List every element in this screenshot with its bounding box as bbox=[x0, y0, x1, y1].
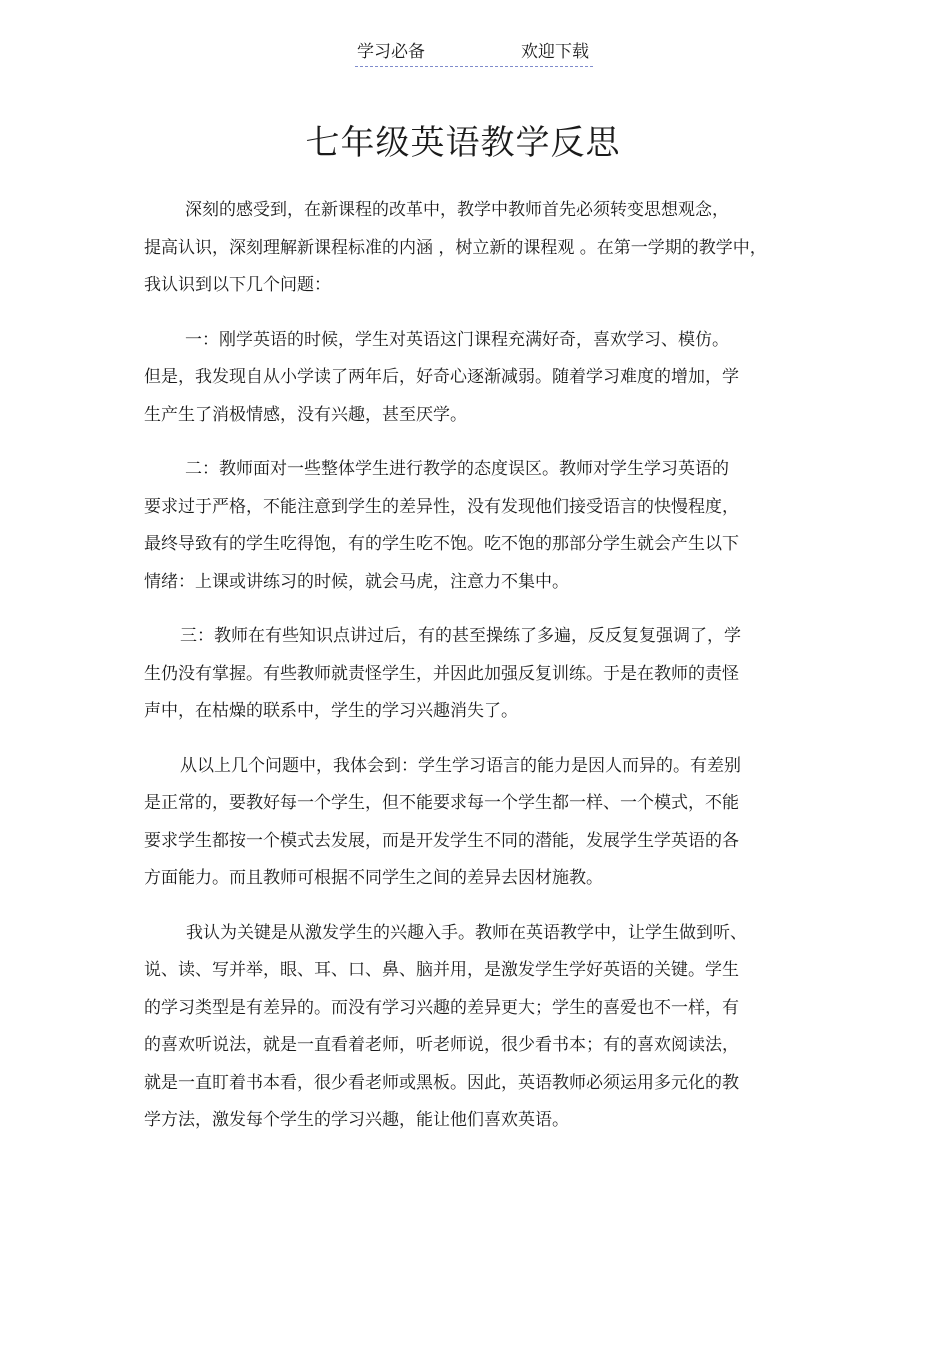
paragraph-line: 就是一直盯着书本看，很少看老师或黑板。因此，英语教师必须运用多元化的教 bbox=[144, 1072, 739, 1093]
paragraph-point-two bbox=[144, 451, 804, 601]
paragraph-line: 我认识到以下几个问题： bbox=[144, 275, 331, 295]
paragraph-line: 我认为关键是从激发学生的兴趣入手。教师在英语教学中，让学生做到听、 bbox=[186, 922, 747, 943]
paragraph-line: 一：刚学英语的时候，学生对英语这门课程充满好奇，喜欢学习、模仿。 bbox=[185, 329, 729, 350]
paragraph-line: 要求过于严格，不能注意到学生的差异性，没有发现他们接受语言的快慢程度， bbox=[144, 496, 739, 517]
paragraph-line: 生产生了消极情感，没有兴趣，甚至厌学。 bbox=[144, 404, 467, 425]
header-right-text: 欢迎下载 bbox=[521, 42, 589, 62]
paragraph-line: 情绪：上课或讲练习的时候，就会马虎，注意力不集中。 bbox=[144, 571, 569, 592]
paragraph-point-three bbox=[144, 618, 804, 731]
paragraph-line: 深刻的感受到，在新课程的改革中，教学中教师首先必须转变思想观念， bbox=[185, 200, 729, 220]
paragraph-line: 是正常的，要教好每一个学生，但不能要求每一个学生都一样、一个模式，不能 bbox=[144, 793, 739, 813]
paragraph-intro bbox=[144, 192, 804, 305]
paragraph-line: 提高认识，深刻理解新课程标准的内涵 ，树立新的课程观 。在第一学期的教学中， bbox=[144, 237, 767, 258]
paragraph-line: 三：教师在有些知识点讲过后，有的甚至操练了多遍，反反复复强调了，学 bbox=[180, 626, 741, 646]
paragraph-line: 最终导致有的学生吃得饱，有的学生吃不饱。吃不饱的那部分学生就会产生以下 bbox=[144, 534, 739, 554]
paragraph-line: 二：教师面对一些整体学生进行教学的态度误区。教师对学生学习英语的 bbox=[185, 459, 729, 479]
paragraph-line: 声中，在枯燥的联系中，学生的学习兴趣消失了。 bbox=[144, 701, 518, 721]
document-body bbox=[144, 192, 804, 1157]
page-header bbox=[355, 40, 593, 67]
paragraph-line: 学方法，激发每个学生的学习兴趣，能让他们喜欢英语。 bbox=[144, 1110, 569, 1130]
paragraph-line: 方面能力。而且教师可根据不同学生之间的差异去因材施教。 bbox=[144, 868, 603, 888]
paragraph-line: 的喜欢听说法，就是一直看着老师，听老师说，很少看书本；有的喜欢阅读法， bbox=[144, 1035, 739, 1055]
paragraph-key-approach bbox=[144, 915, 804, 1140]
paragraph-point-one bbox=[144, 322, 804, 435]
document-title: 七年级英语教学反思 bbox=[305, 123, 621, 163]
paragraph-line: 从以上几个问题中，我体会到：学生学习语言的能力是因人而异的。有差别 bbox=[180, 755, 741, 776]
paragraph-line: 说、读、写并举，眼、耳、口、鼻、脑并用，是激发学生学好英语的关键。学生 bbox=[144, 960, 739, 980]
paragraph-line: 但是，我发现自从小学读了两年后，好奇心逐渐减弱。随着学习难度的增加，学 bbox=[144, 367, 739, 387]
paragraph-line: 生仍没有掌握。有些教师就责怪学生，并因此加强反复训练。于是在教师的责怪 bbox=[144, 663, 739, 684]
header-left-text: 学习必备 bbox=[357, 42, 425, 62]
paragraph-line: 要求学生都按一个模式去发展，而是开发学生不同的潜能，发展学生学英语的各 bbox=[144, 830, 739, 851]
paragraph-line: 的学习类型是有差异的。而没有学习兴趣的差异更大；学生的喜爱也不一样，有 bbox=[144, 997, 739, 1018]
paragraph-conclusion bbox=[144, 748, 804, 898]
